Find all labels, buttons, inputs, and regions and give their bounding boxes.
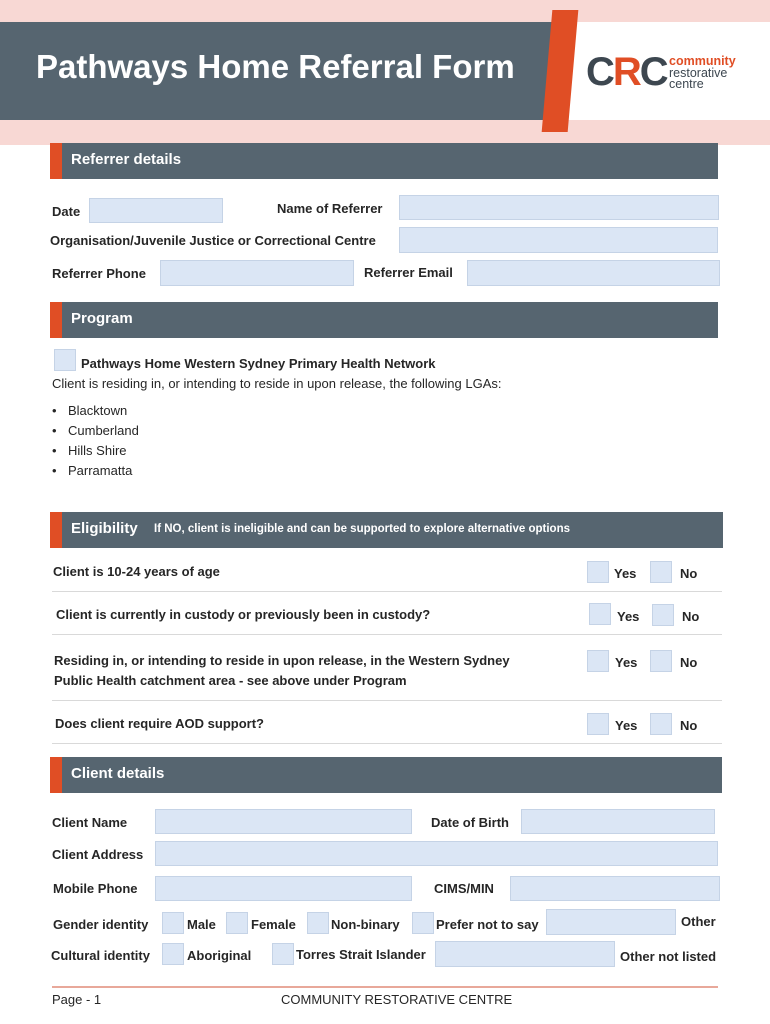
section-accent xyxy=(50,512,62,548)
client-address-field[interactable] xyxy=(155,841,718,866)
divider xyxy=(52,634,722,635)
date-label: Date xyxy=(52,204,81,219)
age-no-label: No xyxy=(680,566,698,581)
eligibility-question-residence-cont: Public Health catchment area - see above under Program xyxy=(54,673,407,688)
section-bar-client xyxy=(50,757,722,793)
list-item: • Parramatta xyxy=(52,461,139,481)
cultural-aboriginal-checkbox[interactable] xyxy=(162,943,184,965)
crc-logo-words: community restorative centre xyxy=(669,54,736,91)
eligibility-question-aod: Does client require AOD support? xyxy=(55,716,264,731)
divider xyxy=(52,743,722,744)
mobile-field[interactable] xyxy=(155,876,412,901)
program-pathways-checkbox[interactable] xyxy=(54,349,76,371)
referrer-email-label: Referrer Email xyxy=(364,265,453,280)
client-name-field[interactable] xyxy=(155,809,412,834)
list-item: • Hills Shire xyxy=(52,441,139,461)
custody-yes-checkbox[interactable] xyxy=(589,603,611,625)
list-item: • Blacktown xyxy=(52,401,139,421)
custody-yes-label: Yes xyxy=(617,609,640,624)
cims-label: CIMS/MIN xyxy=(434,881,494,896)
referrer-name-field[interactable] xyxy=(399,195,719,220)
age-yes-checkbox[interactable] xyxy=(587,561,609,583)
aod-yes-label: Yes xyxy=(615,718,638,733)
eligibility-note: If NO, client is ineligible and can be supported to explore alternative options xyxy=(154,523,570,535)
divider xyxy=(52,700,722,701)
cultural-tsi-label: Torres Strait Islander xyxy=(296,947,426,962)
section-title-referrer: Referrer details xyxy=(71,151,182,168)
cultural-other-field[interactable] xyxy=(435,941,615,967)
date-field[interactable] xyxy=(89,198,223,223)
aod-no-label: No xyxy=(680,718,698,733)
aod-no-checkbox[interactable] xyxy=(650,713,672,735)
gender-prefer-not-label: Prefer not to say xyxy=(436,917,539,932)
mobile-label: Mobile Phone xyxy=(53,881,138,896)
gender-male-label: Male xyxy=(187,917,216,932)
section-accent xyxy=(50,757,62,793)
referrer-name-label: Name of Referrer xyxy=(277,201,383,216)
client-address-label: Client Address xyxy=(52,847,144,862)
eligibility-question-age: Client is 10-24 years of age xyxy=(53,564,220,579)
gender-other-field[interactable] xyxy=(546,909,676,935)
section-title-client: Client details xyxy=(71,765,165,782)
cultural-aboriginal-label: Aboriginal xyxy=(187,948,252,963)
gender-nonbinary-label: Non-binary xyxy=(331,917,400,932)
residence-yes-label: Yes xyxy=(615,655,638,670)
referrer-email-field[interactable] xyxy=(467,260,720,286)
footer-org: COMMUNITY RESTORATIVE CENTRE xyxy=(281,992,513,1007)
referrer-phone-label: Referrer Phone xyxy=(52,266,146,281)
list-item: • Cumberland xyxy=(52,421,139,441)
custody-no-checkbox[interactable] xyxy=(652,604,674,626)
gender-label: Gender identity xyxy=(53,917,149,932)
dob-field[interactable] xyxy=(521,809,715,834)
section-bar-program xyxy=(50,302,718,338)
referrer-phone-field[interactable] xyxy=(160,260,354,286)
crc-logo: CRC xyxy=(586,50,667,94)
residence-yes-checkbox[interactable] xyxy=(587,650,609,672)
lga-list xyxy=(52,401,139,481)
section-title-program: Program xyxy=(71,310,133,327)
section-bar-referrer xyxy=(50,143,718,179)
gender-female-label: Female xyxy=(251,917,296,932)
custody-no-label: No xyxy=(682,609,700,624)
client-name-label: Client Name xyxy=(52,815,128,830)
age-no-checkbox[interactable] xyxy=(650,561,672,583)
residence-no-checkbox[interactable] xyxy=(650,650,672,672)
cultural-other-label: Other not listed xyxy=(620,949,717,964)
organisation-label: Organisation/Juvenile Justice or Correctional Centre xyxy=(50,233,376,248)
section-bar-eligibility xyxy=(50,512,723,548)
gender-prefer-not-checkbox[interactable] xyxy=(412,912,434,934)
page-number: Page - 1 xyxy=(52,992,102,1007)
gender-nonbinary-checkbox[interactable] xyxy=(307,912,329,934)
program-pathways-label: Pathways Home Western Sydney Primary Health Network xyxy=(81,356,436,371)
divider xyxy=(52,591,722,592)
residence-no-label: No xyxy=(680,655,698,670)
eligibility-question-residence: Residing in, or intending to reside in upon release, in the Western Sydney xyxy=(54,653,510,668)
section-title-eligibility: Eligibility xyxy=(71,520,138,537)
program-description: Client is residing in, or intending to reside in upon release, the following LGAs: xyxy=(52,376,502,391)
gender-female-checkbox[interactable] xyxy=(226,912,248,934)
age-yes-label: Yes xyxy=(614,566,637,581)
eligibility-question-custody: Client is currently in custody or previously been in custody? xyxy=(56,607,431,622)
footer-rule xyxy=(52,986,718,988)
cultural-tsi-checkbox[interactable] xyxy=(272,943,294,965)
page-title: Pathways Home Referral Form xyxy=(36,48,515,85)
gender-other-label: Other xyxy=(681,914,716,929)
organisation-field[interactable] xyxy=(399,227,718,253)
cultural-label: Cultural identity xyxy=(51,948,150,963)
section-accent xyxy=(50,143,62,179)
cims-field[interactable] xyxy=(510,876,720,901)
aod-yes-checkbox[interactable] xyxy=(587,713,609,735)
section-accent xyxy=(50,302,62,338)
gender-male-checkbox[interactable] xyxy=(162,912,184,934)
dob-label: Date of Birth xyxy=(431,815,509,830)
